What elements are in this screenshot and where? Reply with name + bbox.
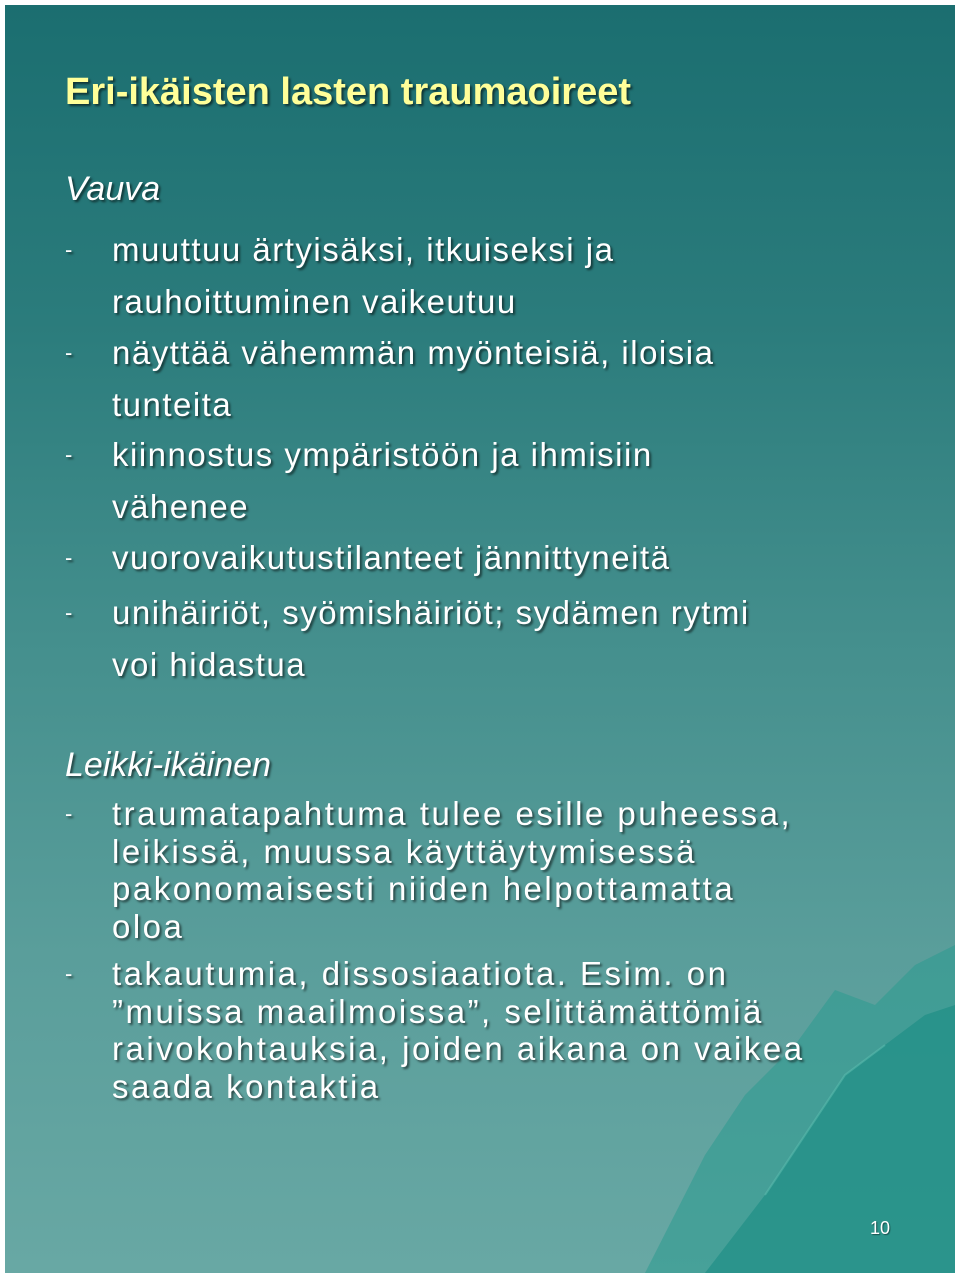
list-item bbox=[65, 429, 653, 533]
bullet-dash: - bbox=[65, 801, 73, 826]
slide bbox=[5, 5, 955, 1273]
list-item-text: traumatapahtuma tulee esille puheessa, leikissä, muussa käyttäytymisessä pakonomaisesti niiden helpottamatta oloa bbox=[112, 795, 793, 945]
bullet-dash: - bbox=[65, 961, 73, 986]
slide-title: Eri-ikäisten lasten traumaoireet bbox=[65, 71, 631, 113]
list-item bbox=[65, 587, 750, 691]
list-item bbox=[65, 327, 714, 431]
list-item-text: vuorovaikutustilanteet jännittyneitä bbox=[112, 539, 671, 576]
bullet-dash: - bbox=[65, 442, 73, 467]
list-item bbox=[65, 224, 615, 328]
list-item-text: takautumia, dissosiaatiota. Esim. on ”muissa maailmoissa”, selittämättömiä raivokohtauksia, joiden aikana on vaikea saada kontaktia bbox=[112, 955, 805, 1105]
bullet-dash: - bbox=[65, 545, 73, 570]
list-item-text: muuttuu ärtyisäksi, itkuiseksi ja rauhoittuminen vaikeutuu bbox=[112, 231, 615, 320]
list-item bbox=[65, 795, 792, 945]
list-item-text: näyttää vähemmän myönteisiä, iloisia tunteita bbox=[112, 334, 715, 423]
list-item-text: kiinnostus ympäristöön ja ihmisiin vähenee bbox=[112, 436, 653, 525]
bullet-dash: - bbox=[65, 237, 73, 262]
list-item bbox=[65, 955, 805, 1105]
section-heading-vauva: Vauva bbox=[65, 170, 161, 208]
bullet-dash: - bbox=[65, 600, 73, 625]
page-number: 10 bbox=[870, 1218, 891, 1238]
bullet-dash: - bbox=[65, 340, 73, 365]
list-item-text: unihäiriöt, syömishäiriöt; sydämen rytmi voi hidastua bbox=[112, 594, 750, 683]
section-heading-leikki-ikainen: Leikki-ikäinen bbox=[65, 746, 271, 784]
list-item bbox=[65, 532, 670, 584]
